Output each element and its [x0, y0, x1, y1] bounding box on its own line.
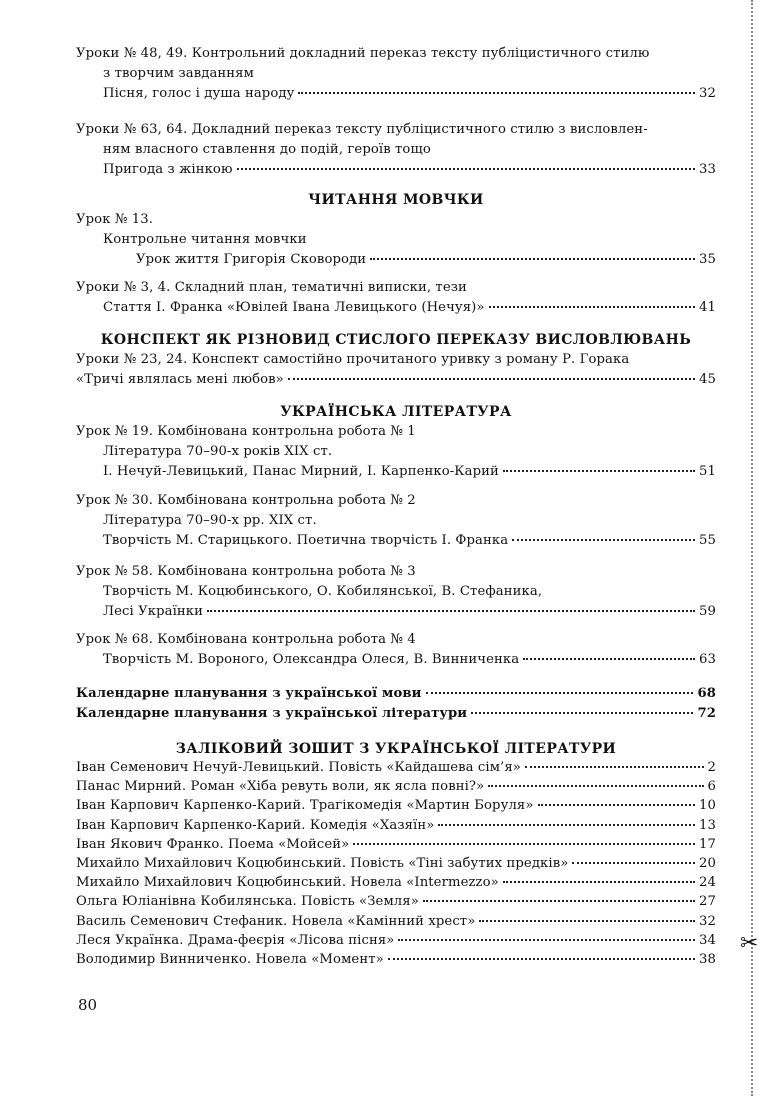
- toc-entry-calendar-language[interactable]: [76, 684, 716, 704]
- entry-title: Календарне планування з української мови: [76, 686, 422, 701]
- entry-title-row: [76, 84, 716, 104]
- toc-entry-zalik[interactable]: [76, 777, 716, 796]
- entry-title: Пригода з жінкою: [103, 162, 233, 177]
- entry-title-row: [76, 462, 716, 482]
- dot-leader: [370, 258, 695, 260]
- dot-leader: [388, 958, 695, 960]
- dot-leader: [503, 470, 695, 472]
- dot-leader: [353, 843, 695, 845]
- dot-leader: [423, 900, 695, 902]
- dot-leader: [489, 306, 695, 308]
- entry-title: Календарне планування з української літератури: [76, 706, 468, 721]
- section-heading-konspekt: КОНСПЕКТ ЯК РІЗНОВИД СТИСЛОГО ПЕРЕКАЗУ ВИСЛОВЛЮВАНЬ: [100, 332, 692, 348]
- toc-entry-zalik[interactable]: [76, 950, 716, 969]
- toc-entry-zalik[interactable]: [76, 758, 716, 777]
- entry-desc: Контрольне читання мовчки: [103, 232, 307, 247]
- dot-leader: [298, 92, 695, 94]
- zalik-list: [76, 758, 716, 969]
- section-heading-literature: УКРАЇНСЬКА ЛІТЕРАТУРА: [280, 404, 512, 420]
- entry-title: Ольга Юліанівна Кобилянська. Повість «Земля»: [76, 894, 419, 910]
- dot-leader: [523, 658, 695, 660]
- entry-title: І. Нечуй-Левицький, Панас Мирний, І. Карпенко-Карий: [103, 464, 499, 479]
- entry-title: Іван Карпович Карпенко-Карий. Трагікомедія «Мартин Боруля»: [76, 798, 534, 814]
- toc-entry-lessons-63-64[interactable]: [76, 120, 716, 180]
- toc-entry-calendar-literature[interactable]: [76, 704, 716, 724]
- dot-leader: [471, 712, 693, 714]
- entry-title-row: [76, 250, 716, 270]
- entry-title: Василь Семенович Стефаник. Новела «Камінний хрест»: [76, 913, 476, 929]
- entry-desc: Уроки № 3, 4. Складний план, тематичні виписки, тези: [76, 280, 467, 295]
- toc-entry-zalik[interactable]: [76, 854, 716, 873]
- entry-title: Іван Карпович Карпенко-Карий. Комедія «Хазяїн»: [76, 817, 435, 833]
- page-ref: 6: [707, 779, 716, 795]
- toc-entry-zalik[interactable]: [76, 912, 716, 931]
- dot-leader: [288, 378, 695, 380]
- dot-leader: [207, 610, 695, 612]
- page-ref: 33: [699, 162, 716, 177]
- toc-entry-lessons-48-49[interactable]: [76, 44, 716, 104]
- page-ref: 59: [699, 604, 716, 619]
- page-ref: 32: [699, 86, 716, 101]
- entry-desc: Література 70–90-х років XIX ст.: [103, 444, 333, 459]
- page-number: 80: [78, 996, 98, 1014]
- page-ref: 17: [699, 836, 716, 852]
- page-ref: 13: [699, 817, 716, 833]
- entry-title: Володимир Винниченко. Новела «Момент»: [76, 952, 384, 968]
- dot-leader: [398, 939, 695, 941]
- entry-title-row: [76, 650, 716, 670]
- dot-leader: [512, 539, 695, 541]
- page-ref: 51: [699, 464, 716, 479]
- page-ref: 35: [699, 252, 716, 267]
- page-ref: 38: [699, 952, 716, 968]
- page-ref: 2: [707, 760, 716, 775]
- dot-leader: [438, 824, 695, 826]
- dot-leader: [503, 881, 695, 883]
- entry-desc: Урок № 19. Комбінована контрольна робота № 1: [76, 424, 416, 439]
- section-heading-zalik: ЗАЛІКОВИЙ ЗОШИТ З УКРАЇНСЬКОЇ ЛІТЕРАТУРИ: [175, 741, 617, 757]
- entry-desc: Урок № 58. Комбінована контрольна робота № 3: [76, 564, 416, 579]
- toc-entry-zalik[interactable]: [76, 892, 716, 911]
- page-ref: 34: [699, 932, 716, 948]
- page-ref: 27: [699, 894, 716, 910]
- page-ref: 20: [699, 856, 716, 872]
- dot-leader: [479, 920, 695, 922]
- page-ref: 63: [699, 652, 716, 667]
- toc-entry-lessons-3-4[interactable]: [76, 278, 716, 318]
- page-ref: 32: [699, 913, 716, 929]
- entry-title: Урок життя Григорія Сковороди: [136, 252, 367, 267]
- entry-title-row: [76, 370, 716, 390]
- entry-desc: Література 70–90-х рр. XIX ст.: [103, 513, 317, 528]
- page-ref: 68: [697, 686, 716, 701]
- scissors-icon: ✂: [740, 931, 759, 956]
- toc-entry-zalik[interactable]: [76, 796, 716, 815]
- section-heading-reading: ЧИТАННЯ МОВЧКИ: [308, 192, 484, 208]
- page-ref: 10: [699, 798, 716, 814]
- toc-entry-lesson-58[interactable]: [76, 562, 716, 622]
- toc-entry-zalik[interactable]: [76, 931, 716, 950]
- entry-title-row: [76, 531, 716, 551]
- toc-entry-lesson-68[interactable]: [76, 630, 716, 670]
- entry-title: Михайло Михайлович Коцюбинський. Новела «Intermezzo»: [76, 875, 499, 891]
- page-ref: 72: [697, 706, 716, 721]
- entry-title: Іван Якович Франко. Поема «Мойсей»: [76, 836, 350, 852]
- entry-title: Творчість М. Старицького. Поетична творчість І. Франка: [103, 533, 509, 548]
- entry-desc: Уроки № 48, 49. Контрольний докладний переказ тексту публіцистичного стилю: [76, 46, 650, 61]
- entry-desc: Урок № 30. Комбінована контрольна робота № 2: [76, 493, 416, 508]
- entry-desc: Творчість М. Коцюбинського, О. Кобилянської, В. Стефаника,: [103, 584, 543, 599]
- dot-leader: [237, 168, 695, 170]
- dot-leader: [525, 766, 704, 768]
- dot-leader: [572, 862, 695, 864]
- toc-entry-lessons-23-24[interactable]: [76, 350, 716, 390]
- entry-title: Творчість М. Вороного, Олександра Олеся, В. Винниченка: [103, 652, 520, 667]
- entry-desc: Уроки № 23, 24. Конспект самостійно прочитаного уривку з роману Р. Горака: [76, 352, 630, 367]
- toc-entry-zalik[interactable]: [76, 835, 716, 854]
- toc-calendar-block: [76, 684, 716, 724]
- dot-leader: [426, 692, 694, 694]
- entry-title: Іван Семенович Нечуй-Левицький. Повість «Кайдашева сім’я»: [76, 760, 521, 775]
- toc-entry-zalik[interactable]: [76, 816, 716, 835]
- toc-entry-zalik[interactable]: [76, 873, 716, 892]
- dot-leader: [488, 785, 703, 787]
- entry-title-row: [76, 602, 716, 622]
- page-ref: 41: [699, 300, 716, 315]
- entry-desc: ням власного ставлення до подій, героїв тощо: [103, 142, 431, 157]
- entry-title: Пісня, голос і душа народу: [103, 86, 295, 101]
- entry-title: Леся Українка. Драма-феєрія «Лісова пісня»: [76, 932, 395, 948]
- entry-desc: Уроки № 63, 64. Докладний переказ тексту публіцистичного стилю з висловлен-: [76, 122, 648, 137]
- entry-title: Стаття І. Франка «Ювілей Івана Левицького (Нечуя)»: [103, 300, 485, 315]
- entry-title-row: [76, 160, 716, 180]
- entry-title: Лесі Українки: [103, 604, 204, 619]
- page-ref: 24: [699, 875, 716, 891]
- entry-desc: Урок № 13.: [76, 212, 153, 227]
- entry-title-row: [76, 298, 716, 318]
- entry-title: «Тричі являлась мені любов»: [76, 372, 284, 387]
- toc-entry-lesson-19[interactable]: [76, 422, 716, 482]
- entry-title: Панас Мирний. Роман «Хіба ревуть воли, як ясла повні?»: [76, 779, 485, 795]
- toc-entry-lesson-13[interactable]: [76, 210, 716, 270]
- dot-leader: [538, 804, 696, 806]
- page-ref: 55: [699, 533, 716, 548]
- entry-desc: Урок № 68. Комбінована контрольна робота № 4: [76, 632, 416, 647]
- entry-title: Михайло Михайлович Коцюбинський. Повість «Тіні забутих предків»: [76, 856, 569, 872]
- entry-desc: з творчим завданням: [103, 66, 254, 81]
- toc-entry-lesson-30[interactable]: [76, 491, 716, 551]
- page-ref: 45: [699, 372, 716, 387]
